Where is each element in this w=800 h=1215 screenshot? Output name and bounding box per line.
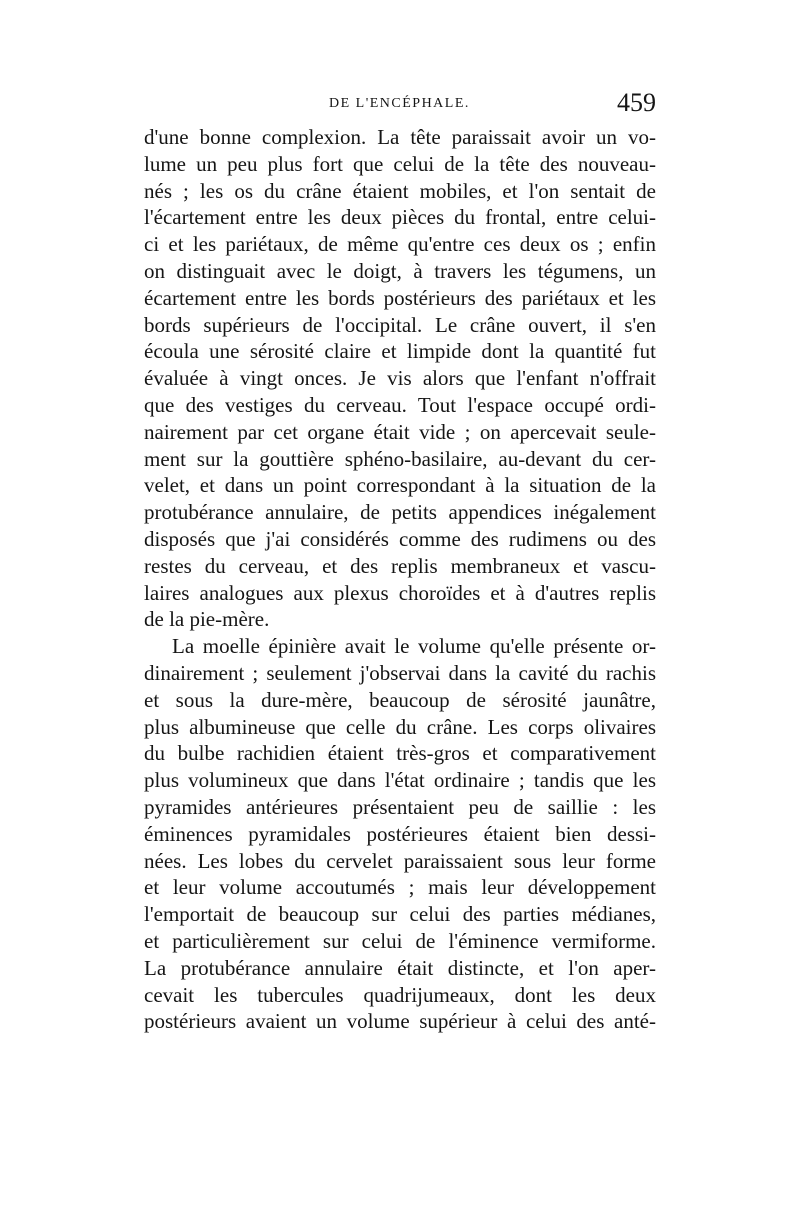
text-line: disposés que j'ai considérés comme des rudimens ou des xyxy=(144,526,656,551)
running-head xyxy=(144,88,656,118)
text-line: de la pie-mère. xyxy=(144,607,270,632)
text-line: plus albumineuse que celle du crâne. Les corps olivaires xyxy=(144,714,656,739)
text-line: plus volumineux que dans l'état ordinaire ; tandis que les xyxy=(144,768,656,793)
text-line: et particulièrement sur celui de l'éminence vermiforme. xyxy=(144,928,656,953)
text-line: écartement entre les bords postérieurs des pariétaux et les xyxy=(144,285,656,310)
page-number: 459 xyxy=(617,88,656,117)
paragraph xyxy=(144,124,656,633)
text-line: écoula une sérosité claire et limpide dont la quantité fut xyxy=(144,339,656,364)
text-line: velet, et dans un point correspondant à la situation de la xyxy=(144,473,656,498)
text-line: dinairement ; seulement j'observai dans la cavité du rachis xyxy=(144,660,656,685)
text-line: l'emportait de beaucoup sur celui des parties médianes, xyxy=(144,902,656,927)
text-line: que des vestiges du cerveau. Tout l'espace occupé ordi- xyxy=(144,392,656,417)
text-line: nés ; les os du crâne étaient mobiles, et l'on sentait de xyxy=(144,178,656,203)
text-line: éminences pyramidales postérieures étaient bien dessi- xyxy=(144,821,656,846)
text-line: cevait les tubercules quadrijumeaux, dont les deux xyxy=(144,982,656,1007)
text-line: on distinguait avec le doigt, à travers les tégumens, un xyxy=(144,258,656,283)
body-text xyxy=(144,124,656,1035)
text-line: évaluée à vingt onces. Je vis alors que l'enfant n'offrait xyxy=(144,366,656,391)
text-line: du bulbe rachidien étaient très-gros et comparativement xyxy=(144,741,656,766)
text-line: protubérance annulaire, de petits appendices inégalement xyxy=(144,500,656,525)
text-line: l'écartement entre les deux pièces du frontal, entre celui- xyxy=(144,205,656,230)
text-line: nées. Les lobes du cervelet paraissaient sous leur forme xyxy=(144,848,656,873)
running-title: DE L'ENCÉPHALE. xyxy=(329,96,470,111)
text-line: La protubérance annulaire était distincte, et l'on aper- xyxy=(144,955,656,980)
text-line: ment sur la gouttière sphéno-basilaire, au-devant du cer- xyxy=(144,446,656,471)
text-line: nairement par cet organe était vide ; on apercevait seule- xyxy=(144,419,656,444)
text-line: lume un peu plus fort que celui de la tête des nouveau- xyxy=(144,151,656,176)
text-line: et sous la dure-mère, beaucoup de sérosité jaunâtre, xyxy=(144,687,656,712)
paragraph xyxy=(144,633,656,1035)
text-line: postérieurs avaient un volume supérieur à celui des anté- xyxy=(144,1009,656,1034)
text-line: d'une bonne complexion. La tête paraissait avoir un vo- xyxy=(144,125,656,149)
text-line: et leur volume accoutumés ; mais leur développement xyxy=(144,875,656,900)
text-line: bords supérieurs de l'occipital. Le crâne ouvert, il s'en xyxy=(144,312,656,337)
text-line: pyramides antérieures présentaient peu de saillie : les xyxy=(144,794,656,819)
text-line: La moelle épinière avait le volume qu'elle présente or- xyxy=(172,634,656,659)
text-line: restes du cerveau, et des replis membraneux et vascu- xyxy=(144,553,656,578)
text-line: ci et les pariétaux, de même qu'entre ces deux os ; enfin xyxy=(144,232,656,257)
text-line: laires analogues aux plexus choroïdes et à d'autres replis xyxy=(144,580,656,605)
